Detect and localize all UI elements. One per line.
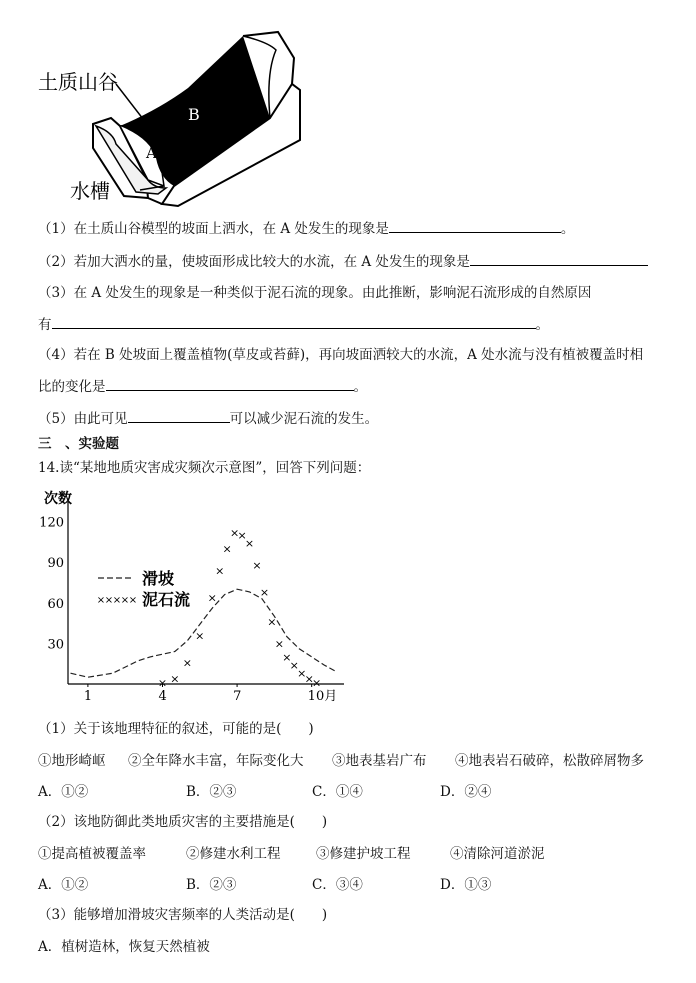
debris-flow-point: × [297,667,307,681]
q14-intro: 14.读“某地地质灾害成灾频次示意图”，回答下列问题： [38,460,371,476]
statement-3: ③地表基岩广布 [332,753,427,769]
option-a[interactable]: A．植树造林，恢复天然植被 [38,939,210,955]
statement-1: ①地形崎岖 [38,753,106,769]
q13-part1: （1）在土质山谷模型的坡面上洒水，在 A 处发生的现象是 。 [38,218,574,239]
debris-flow-point: × [252,558,262,572]
option-a[interactable]: A．①② [38,877,89,893]
debris-flow-point: × [182,656,192,670]
answer-blank[interactable] [52,314,536,329]
legend-debris-swatch: × [112,595,122,606]
statement-2: ②全年降水丰富，年际变化大 [128,753,304,769]
option-a[interactable]: A．①② [38,784,89,800]
q13-part5: （5）由此可见 可以减少泥石流的发生。 [38,408,378,429]
debris-flow-point: × [170,672,180,686]
statement-3: ③修建护坡工程 [316,846,411,862]
debris-flow-point: × [267,615,277,629]
x-tick-label: 1 [83,689,93,704]
y-tick-label: 120 [39,515,64,531]
legend-debris-swatch: × [120,595,130,606]
valley-label: 土质山谷 [38,70,118,94]
statement-2: ②修建水利工程 [186,846,281,862]
debris-flow-point: × [215,564,225,578]
debris-flow-point: × [157,676,168,690]
debris-flow-point: × [282,650,292,664]
disaster-frequency-chart [38,488,358,708]
debris-flow-point: × [195,629,205,643]
y-tick-label: 90 [47,556,64,572]
debris-flow-point: × [289,659,299,673]
legend-debris-swatch: × [104,595,114,606]
trough-label: 水槽 [70,179,110,203]
answer-blank[interactable] [128,408,230,423]
section-heading: 三 、实验题 [38,436,119,452]
debris-flow-point: × [304,672,314,686]
x-tick-label: 7 [233,689,242,704]
debris-flow-point: × [274,637,284,651]
sub1-question: （1）关于该地理特征的叙述，可能的是( ) [38,721,314,737]
x-tick-label: 10月 [307,689,338,704]
answer-blank[interactable] [470,251,648,266]
region-A-label: A [146,144,157,162]
legend-debris-swatch: × [96,595,106,606]
legend-debris-label: 泥石流 [142,590,191,609]
statement-4: ④清除河道淤泥 [450,846,545,862]
y-tick-label: 30 [47,637,64,653]
debris-flow-point: × [237,529,247,543]
y-tick-label: 60 [47,596,64,612]
statement-4: ④地表岩石破碎，松散碎屑物多 [455,753,644,769]
soil-valley-model-figure [38,28,310,210]
q13-part3-line1: （3）在 A 处发生的现象是一种类似于泥石流的现象。由此推断，影响泥石流形成的自然原因 [38,285,592,301]
option-b[interactable]: B．②③ [186,877,237,893]
option-c[interactable]: C．③④ [312,877,363,893]
legend-landslide-label: 滑坡 [142,569,175,588]
q13-part3-line2: 有 。 [38,314,549,335]
y-axis-label: 次数 [44,491,72,507]
legend-debris-swatch: × [128,595,138,606]
debris-flow-point: × [259,585,270,599]
option-d[interactable]: D．①③ [440,877,492,893]
option-b[interactable]: B．②③ [186,784,237,800]
q13-part4-line2: 比的变化是 。 [38,376,367,397]
statement-1: ①提高植被覆盖率 [38,846,146,862]
debris-flow-point: × [229,526,240,540]
option-c[interactable]: C．①④ [312,784,363,800]
sub2-question: （2）该地防御此类地质灾害的主要措施是( ) [38,814,328,830]
x-tick-label: 4 [158,689,167,704]
answer-blank[interactable] [106,376,354,391]
debris-flow-point: × [222,542,232,556]
debris-flow-point: × [207,591,217,605]
debris-flow-point: × [244,537,255,551]
region-B-label: B [188,105,200,124]
debris-flow-point: × [312,676,322,690]
answer-blank[interactable] [389,218,561,233]
q13-part4-line1: （4）若在 B 处坡面上覆盖植物(草皮或苔藓)，再向坡面洒较大的水流，A 处水流与没有植被覆盖时相 [38,347,644,363]
sub3-question: （3）能够增加滑坡灾害频率的人类活动是( ) [38,907,328,923]
option-d[interactable]: D．②④ [440,784,492,800]
q13-part2: （2）若加大洒水的量，使坡面形成比较大的水流，在 A 处发生的现象是 [38,251,648,272]
